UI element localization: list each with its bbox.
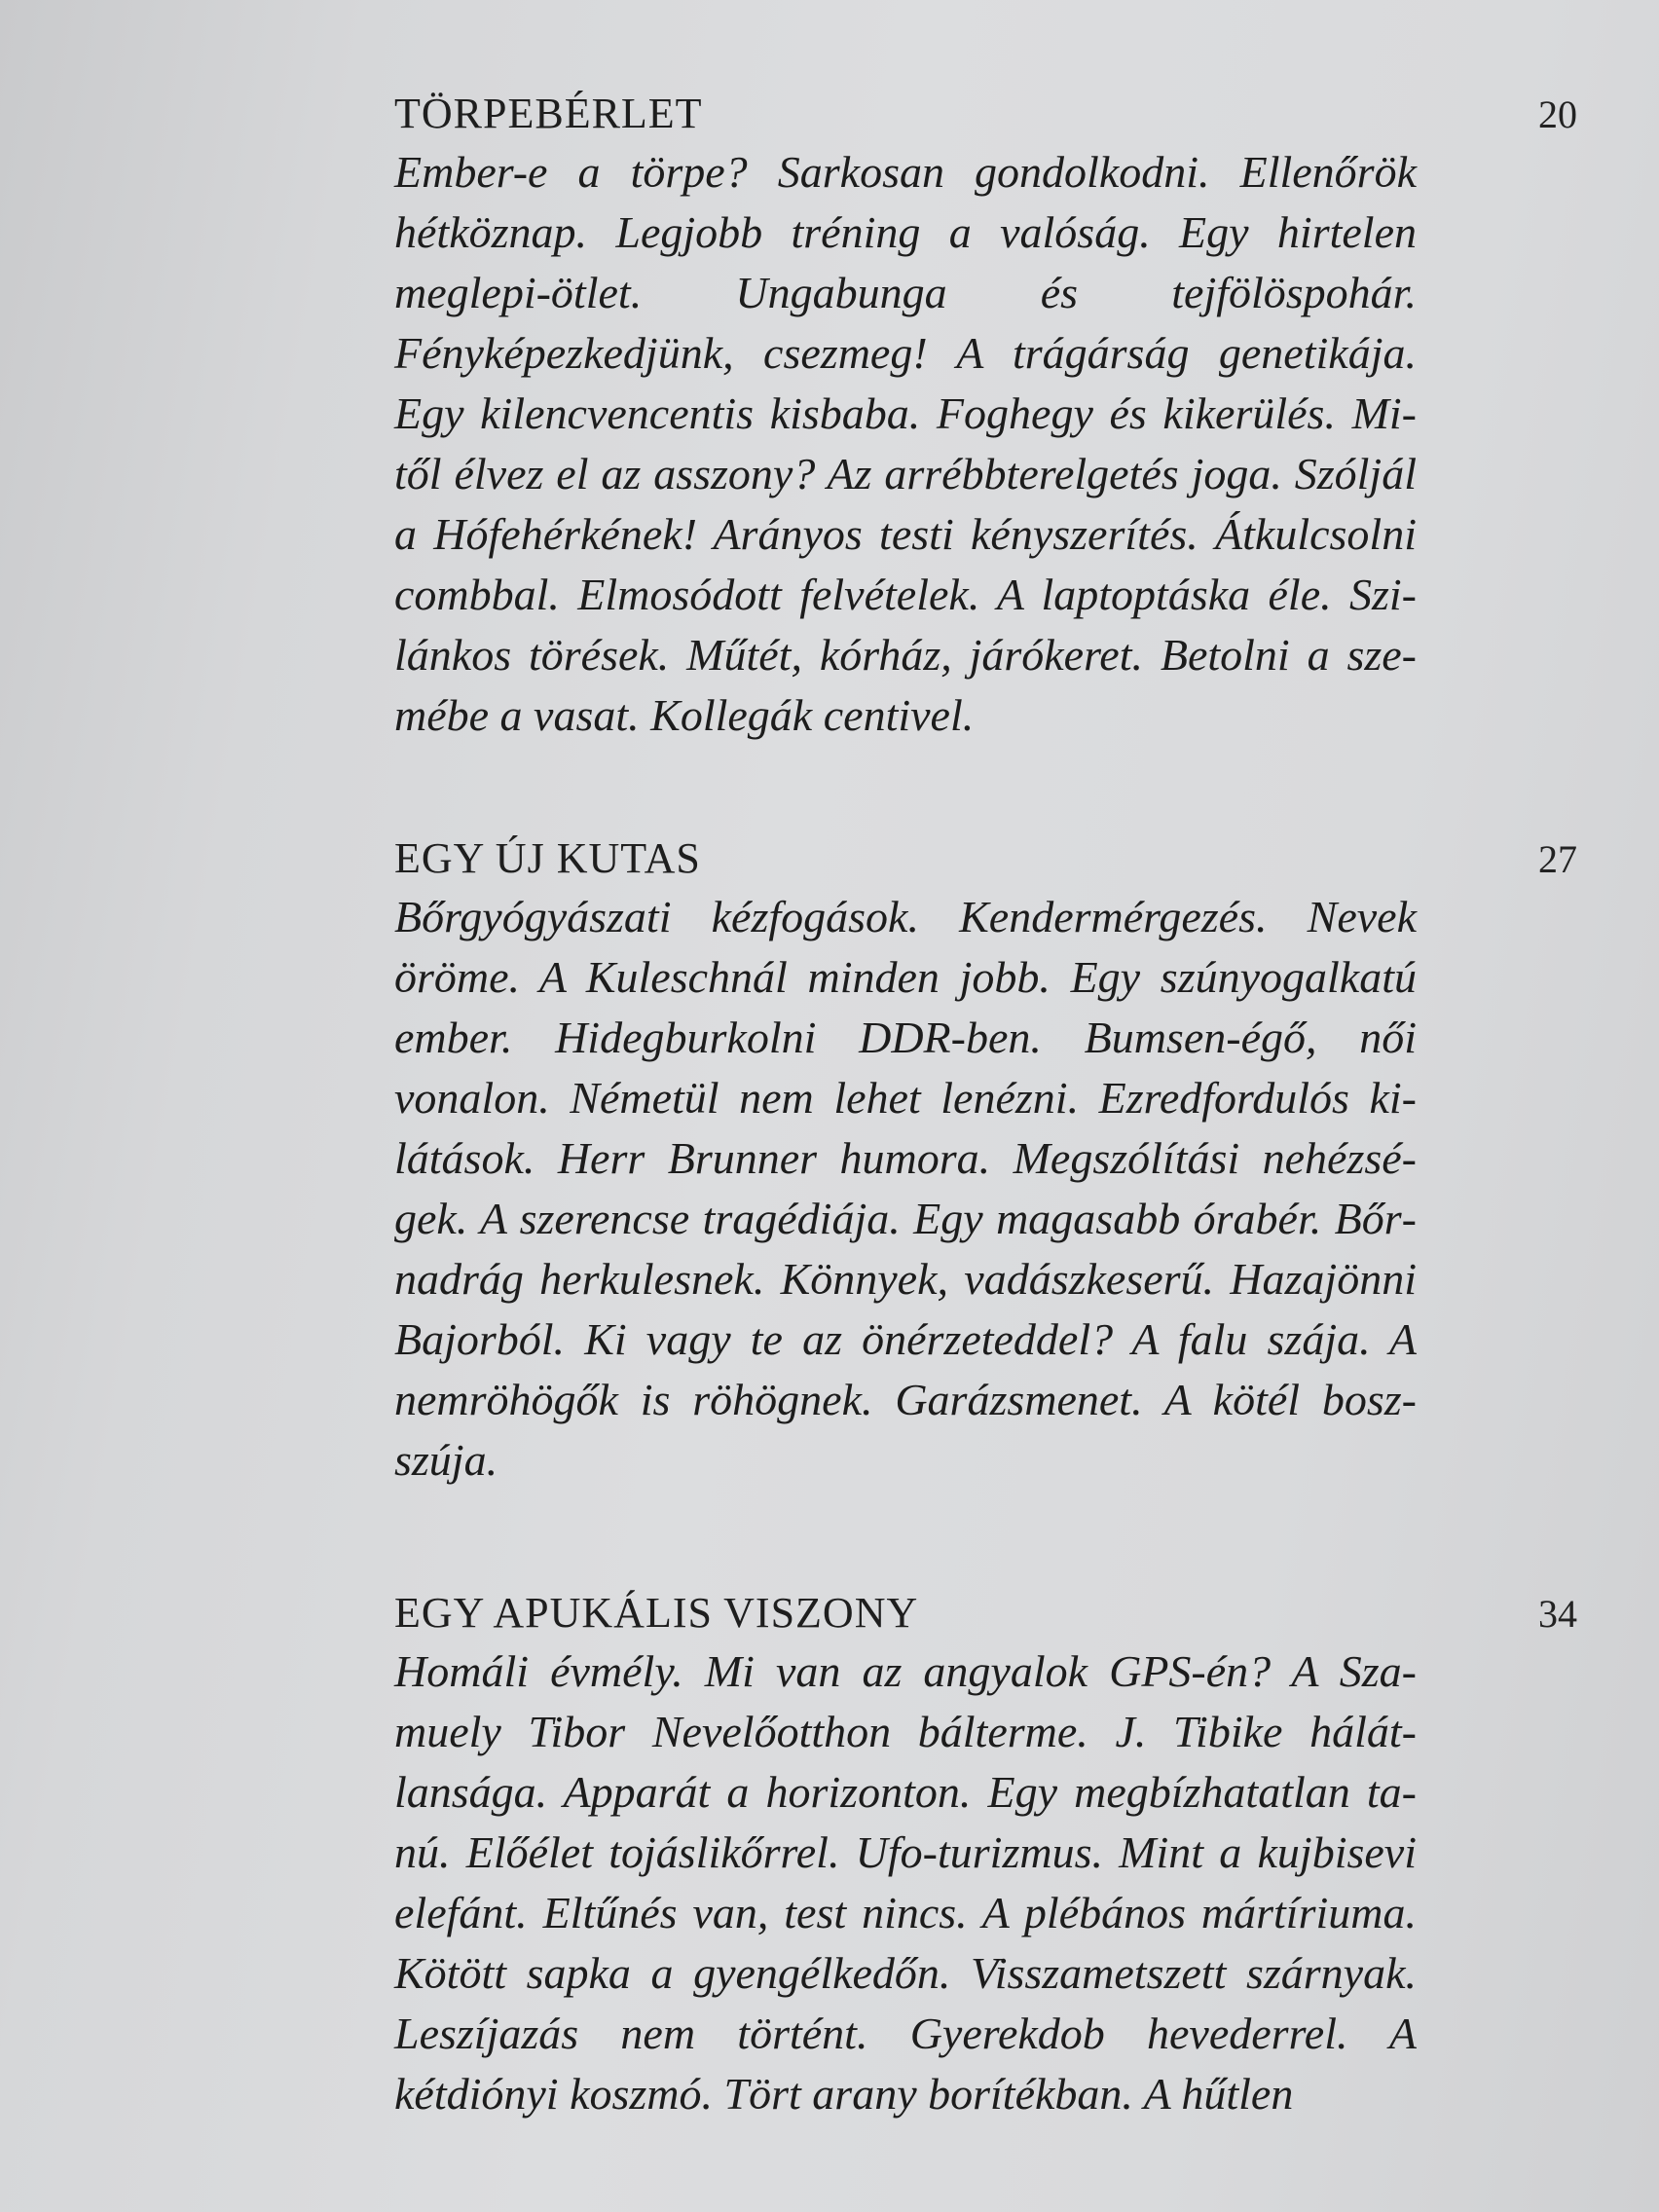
page-number: 34 xyxy=(1538,1592,1577,1636)
chapter-summary: Ember-e a törpe? Sarkosan gondolkodni. Ellenőrök hétköznap. Legjobb tréning a valóság. Egy hirtelen meglepi-ötlet. Ungabunga és tejfölöspohár. Fényképezkedjünk, csezmeg! A trágárság genetikája. Egy kilencvencentis kisbaba. Foghegy és kikerülés. Mitől élvez el az asszony? Az arrébbterelgetés joga. Szóljál a Hófehérkének! Arányos testi kényszerítés. Átkulcsolni combbal. Elmosódott felvételek. A laptoptáska éle. Szilánkos törések. Műtét, kórház, járókeret. Betolni a szemébe a vasat. Kollegák centivel. xyxy=(394,147,1417,740)
chapter-title: EGY APUKÁLIS VISZONY xyxy=(394,1589,919,1637)
chapter-summary: Bőrgyógyászati kézfogások. Kendermérgezés. Nevek öröme. A Kuleschnál minden jobb. Egy szúnyogalkatú ember. Hidegburkolni DDR-ben. Bumsen-égő, női vonalon. Németül nem lehet lenézni. Ezredfordulós kilátások. Herr Brunner humora. Megszólítási nehézségek. A szerencse tragédiája. Egy magasabb órabér. Bőrnadrág herkulesnek. Könnyek, vadászkeserű. Hazajönni Bajorból. Ki vagy te az önérzeteddel? A falu szája. A nemröhögők is röhögnek. Garázsmenet. A kötél boszszúja. xyxy=(394,892,1417,1485)
chapter-title: TÖRPEBÉRLET xyxy=(394,90,703,137)
chapter-title: EGY ÚJ KUTAS xyxy=(394,834,701,882)
entry-heading xyxy=(394,78,1577,138)
toc-entry-1 xyxy=(394,78,1577,746)
page-number: 27 xyxy=(1538,837,1577,881)
entry-heading xyxy=(394,1577,1577,1638)
page-number: 20 xyxy=(1538,92,1577,136)
toc-entry-3 xyxy=(394,1577,1577,2124)
toc-entry-2 xyxy=(394,823,1577,1491)
entry-heading xyxy=(394,823,1577,883)
chapter-summary: Homáli évmély. Mi van az angyalok GPS-én? A Szamuely Tibor Nevelőotthon bálterme. J. Tibike hálátlansága. Apparát a horizonton. Egy megbízhatatlan tanú. Előélet tojáslikőrrel. Ufo-turizmus. Mint a kujbisevi elefánt. Eltűnés van, test nincs. A plébános mártíriuma. Kötött sapka a gyengélkedőn. Visszametszett szárnyak. Leszíjazás nem történt. Gyerekdob hevederrel. A kétdiónyi koszmó. Tört arany borítékban. A hűtlen xyxy=(394,1646,1417,2119)
